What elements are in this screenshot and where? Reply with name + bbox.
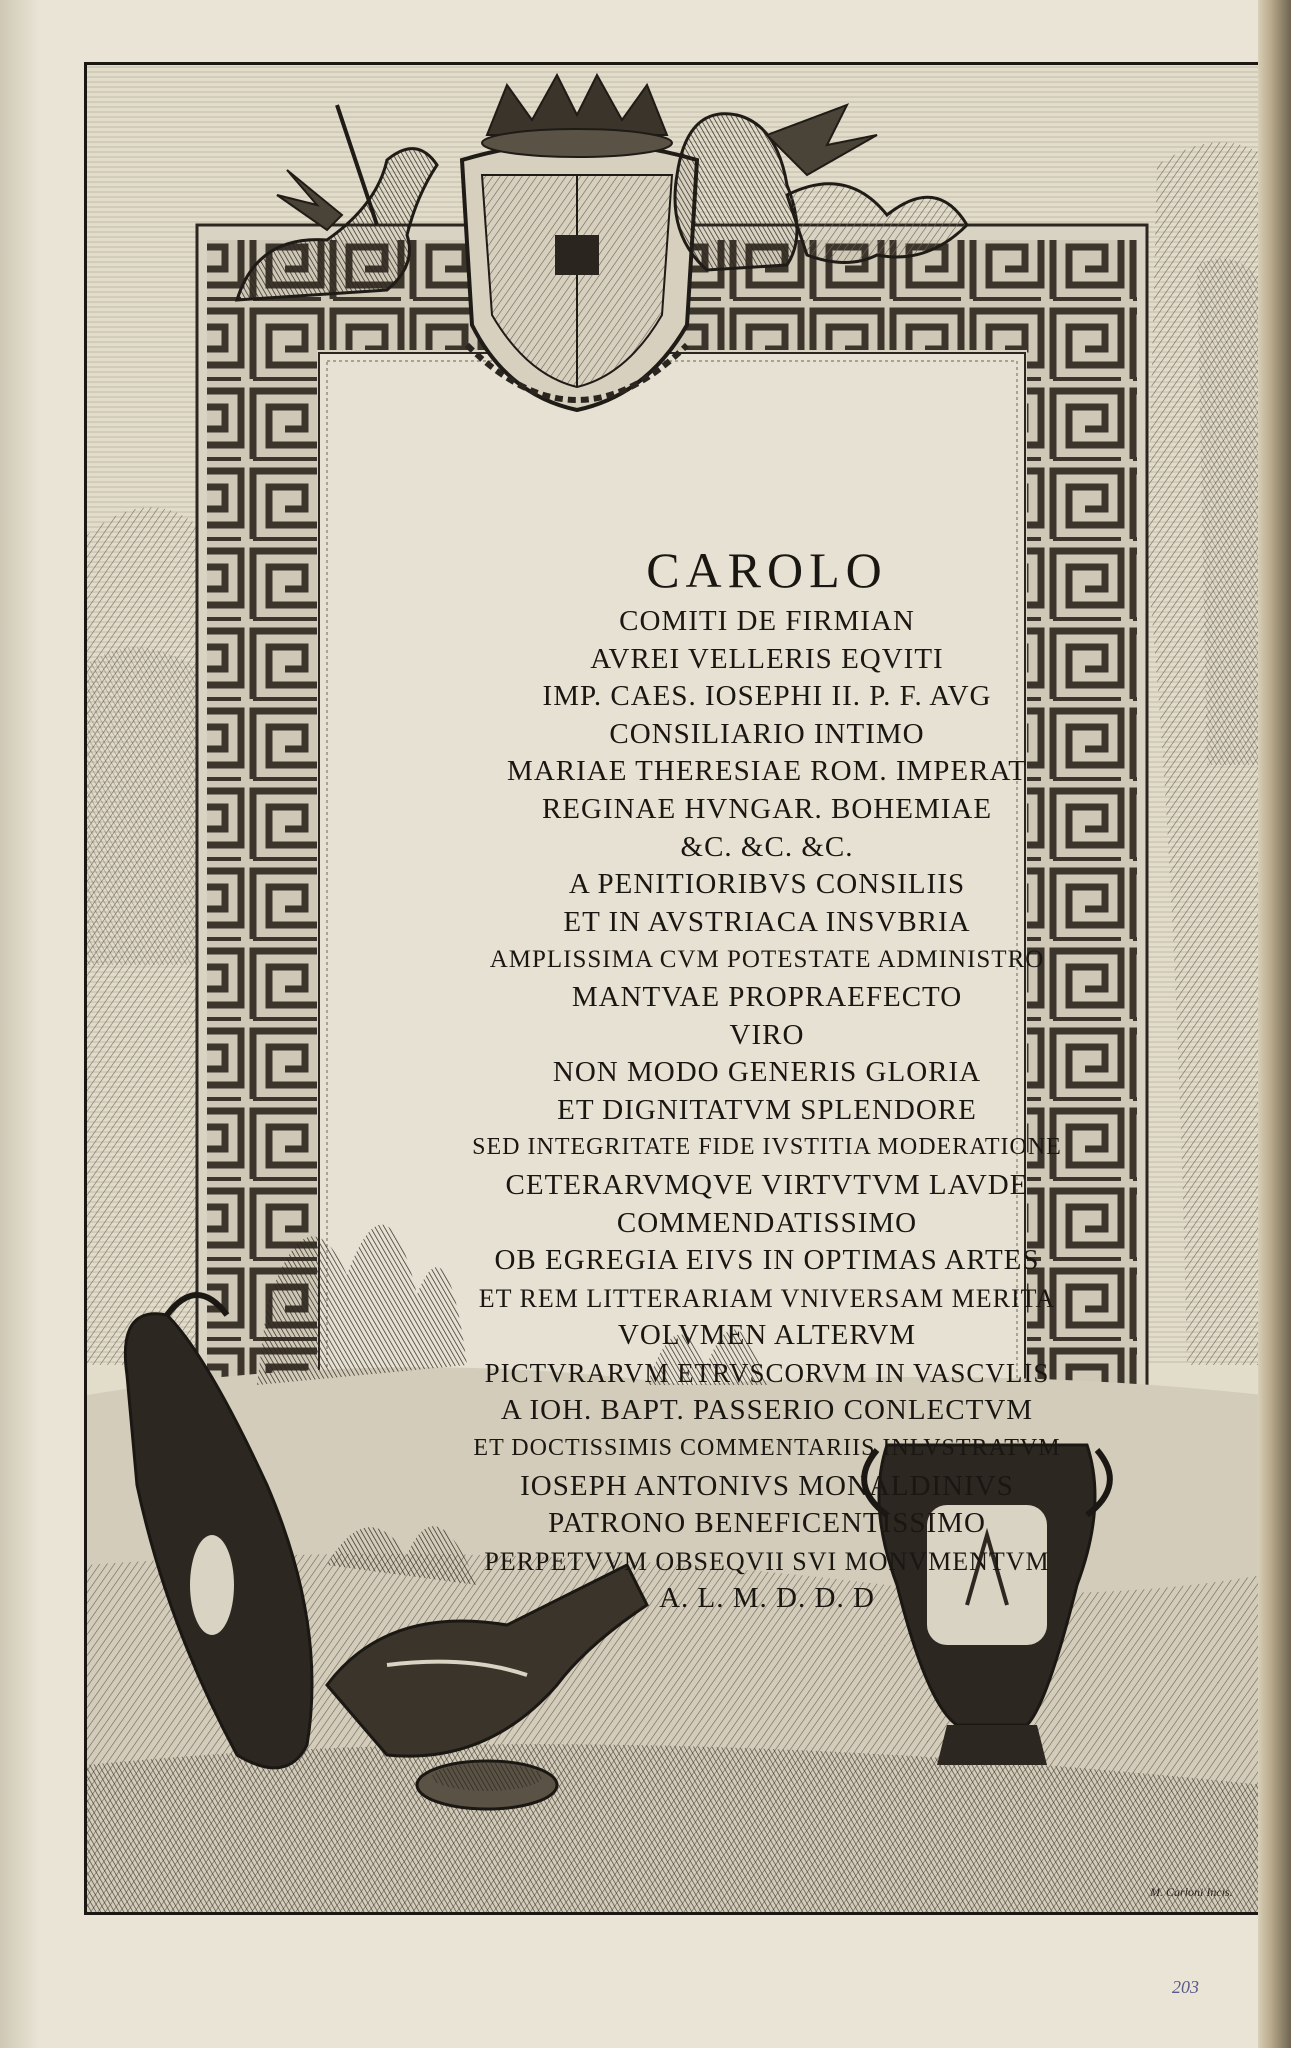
inscription-line: SED INTEGRITATE FIDE IVSTITIA MODERATIONE xyxy=(472,1134,1062,1161)
bowl xyxy=(417,1761,557,1809)
inscription-line: VOLVMEN ALTERVM xyxy=(617,1319,917,1352)
inscription-line: AVREI VELLERIS EQVITI xyxy=(590,642,944,675)
folio-number: 203 xyxy=(1172,1977,1199,1997)
dedication-inscription xyxy=(387,542,1147,1635)
inscription-line: ET IN AVSTRIACA INSVBRIA xyxy=(563,905,971,938)
inscription-line: AMPLISSIMA CVM POTESTATE ADMINISTRO xyxy=(489,946,1045,974)
engraved-plate xyxy=(84,62,1266,1915)
inscription-title: CAROLO xyxy=(646,542,888,598)
inscription-line: A. L. M. D. D. D xyxy=(659,1582,875,1615)
inscription-line: REGINAE HVNGAR. BOHEMIAE xyxy=(541,792,993,825)
inscription-line: MARIAE THERESIAE ROM. IMPERAT xyxy=(507,755,1027,788)
page-gutter xyxy=(0,0,40,2048)
inscription-line: PICTVRARVM ETRVSCORVM IN VASCVLIS xyxy=(484,1357,1050,1388)
inscription-line: NON MODO GENERIS GLORIA xyxy=(552,1056,982,1089)
inscription-line: ET REM LITTERARIAM VNIVERSAM MERITA xyxy=(478,1283,1056,1313)
next-page-edge xyxy=(1258,0,1291,2048)
inscription-line: CETERARVMQVE VIRTVTVM LAVDE xyxy=(505,1168,1029,1201)
inscription-line: COMMENDATISSIMO xyxy=(616,1206,918,1239)
inscription-line: &C. &C. &C. xyxy=(680,830,854,863)
inscription-line: VIRO xyxy=(729,1018,805,1051)
inscription-line: IMP. CAES. IOSEPHI II. P. F. AVG xyxy=(542,680,992,713)
inscription-line: COMITI DE FIRMIAN xyxy=(619,605,915,637)
engraver-signature: M. Carloni Incis. xyxy=(1150,1885,1233,1899)
inscription-line: ET DIGNITATVM SPLENDORE xyxy=(557,1093,977,1126)
inscription-line: PERPETVVM OBSEQVII SVI MONVMENTVM xyxy=(484,1546,1050,1576)
inscription-line: ET DOCTISSIMIS COMMENTARIIS INLVSTRATVM xyxy=(473,1435,1061,1462)
inscription-line: IOSEPH ANTONIVS MONALDINIVS xyxy=(520,1469,1014,1502)
inscription-line: MANTVAE PROPRAEFECTO xyxy=(571,980,963,1013)
inscription-line: OB EGREGIA EIVS IN OPTIMAS ARTES xyxy=(494,1244,1040,1277)
inscription-line: CONSILIARIO INTIMO xyxy=(609,717,925,750)
coat-of-arms xyxy=(462,75,697,410)
inscription-line: PATRONO BENEFICENTISSIMO xyxy=(548,1507,986,1540)
inscription-line: A PENITIORIBVS CONSILIIS xyxy=(568,868,966,901)
inscription-line: A IOH. BAPT. PASSERIO CONLECTVM xyxy=(500,1394,1034,1427)
